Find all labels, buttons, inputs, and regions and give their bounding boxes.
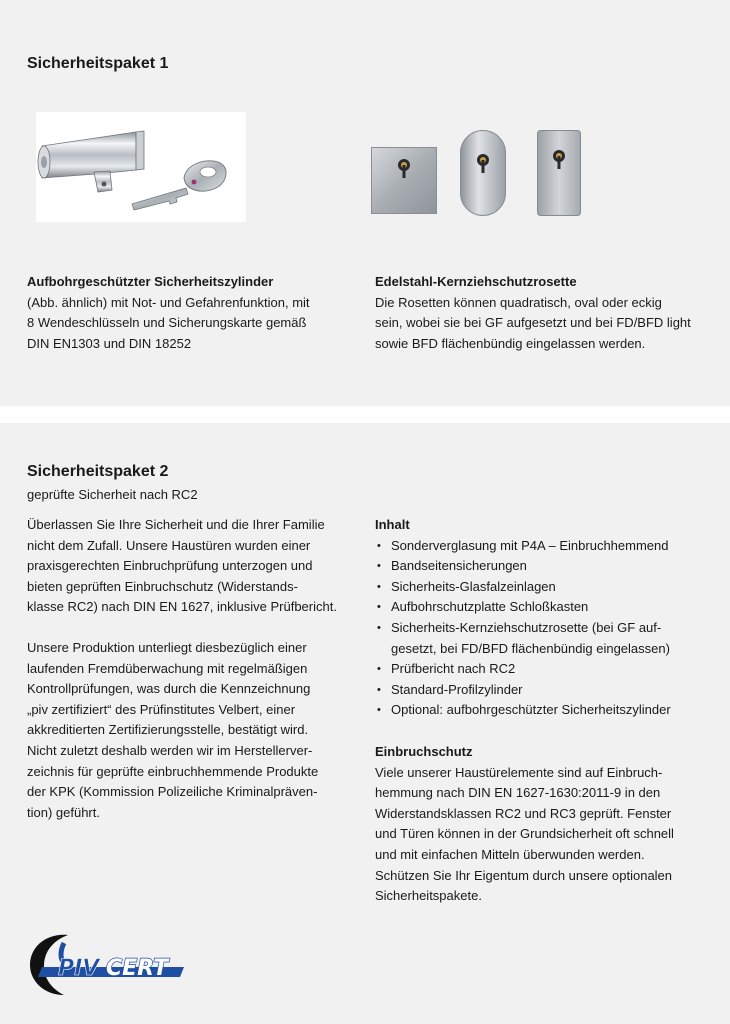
rosette-rectangular-image — [537, 130, 581, 216]
list-item: • Bandseitensicherungen — [375, 556, 720, 577]
cylinder-line: (Abb. ähnlich) mit Not- und Gefahrenfunktion, mit — [27, 294, 310, 310]
paragraph-line: Überlassen Sie Ihre Sicherheit und die Ihrer Familie — [27, 517, 325, 532]
svg-text:PIV: PIV — [58, 956, 100, 981]
burglary-line: Viele unserer Haustürelemente sind auf Einbruch- — [375, 764, 663, 780]
cylinder-description — [27, 272, 357, 354]
list-item: • Prüfbericht nach RC2 — [375, 659, 720, 680]
paragraph-line: bieten geprüften Einbruchschutz (Widerstands- — [27, 578, 298, 594]
production-paragraph — [27, 638, 362, 823]
paragraph-line: zeichnis für geprüfte einbruchhemmende Produkte — [27, 763, 319, 779]
list-item: • Sicherheits-Kernziehschutzrosette (bei GF auf- gesetzt, bei FD/BFD flächenbündig eingelassen) — [375, 618, 720, 659]
rosette-line: Die Rosetten können quadratisch, oval oder eckig — [375, 294, 662, 310]
intro-text — [27, 515, 362, 843]
pivcert-logo — [24, 929, 194, 1001]
section-2-subtitle: geprüfte Sicherheit nach RC2 — [27, 487, 198, 502]
paragraph-line: praxisgerechten Einbruchprüfung unterzogen und — [27, 558, 313, 574]
burglary-line: Schützen Sie Ihr Eigentum durch unsere optionalen — [375, 867, 673, 883]
rosette-square-image — [371, 147, 437, 214]
contents-list — [375, 536, 720, 721]
rosette-oval-image — [460, 130, 506, 216]
cylinder-line: DIN EN1303 und DIN 18252 — [27, 335, 192, 351]
contents-title: Inhalt — [375, 517, 410, 532]
paragraph-line: „piv zertifiziert“ des Prüfinstitutes Velbert, einer — [27, 701, 296, 717]
paragraph-line: der KPK (Kommission Polizeiliche Kriminalpräven- — [27, 784, 318, 800]
paragraph-line: Unsere Produktion unterliegt diesbezüglich einer — [27, 639, 307, 655]
rosette-line: sein, wobei sie bei GF aufgesetzt und bei FD/BFD light — [375, 315, 691, 331]
list-item: • Optional: aufbohrgeschützter Sicherheitszylinder — [375, 700, 720, 721]
section-2-title: Sicherheitspaket 2 — [27, 463, 169, 480]
list-item: • Standard-Profilzylinder — [375, 680, 720, 701]
paragraph-line: Nicht zuletzt deshalb werden wir im Herstellerver- — [27, 742, 313, 758]
paragraph-line: akkreditierten Zertifizierungsstelle, bestätigt wird. — [27, 722, 309, 738]
security-cylinder-image — [36, 112, 246, 222]
list-item: • Sonderverglasung mit P4A – Einbruchhemmend — [375, 536, 720, 557]
svg-text:CERT: CERT — [106, 956, 169, 981]
burglary-title: Einbruchschutz — [375, 743, 473, 759]
list-item: • Sicherheits-Glasfalzeinlagen — [375, 577, 720, 598]
paragraph-line: nicht dem Zufall. Unsere Haustüren wurden einer — [27, 537, 311, 553]
section-1-title: Sicherheitspaket 1 — [27, 55, 169, 72]
rosette-title: Edelstahl-Kernziehschutzrosette — [375, 274, 577, 289]
section-1-panel — [0, 0, 730, 406]
rosette-description — [375, 272, 715, 354]
paragraph-line: tion) geführt. — [27, 804, 100, 820]
paragraph-line: klasse RC2) nach DIN EN 1627, inklusive Prüfbericht. — [27, 599, 337, 615]
paragraph-line: laufenden Fremdüberwachung mit regelmäßigen — [27, 660, 308, 676]
burglary-line: und mit einfachen Mitteln überwunden werden. — [375, 846, 645, 862]
list-item: • Aufbohrschutzplatte Schloßkasten — [375, 597, 720, 618]
rosette-line: sowie BFD flächenbündig eingelassen werden. — [375, 335, 646, 351]
burglary-line: hemmung nach DIN EN 1627-1630:2011-9 in den — [375, 785, 661, 801]
contents-column — [375, 515, 720, 907]
burglary-line: und Türen können in der Grundsicherheit oft schnell — [375, 826, 674, 842]
cylinder-title: Aufbohrgeschützter Sicherheitszylinder — [27, 274, 274, 289]
burglary-line: Sicherheitspakete. — [375, 888, 482, 904]
burglary-line: Widerstandsklassen RC2 und RC3 geprüft. Fenster — [375, 805, 672, 821]
intro-paragraph — [27, 515, 362, 618]
section-2-panel — [0, 423, 730, 1024]
paragraph-line: Kontrollprüfungen, was durch die Kennzeichnung — [27, 681, 311, 697]
cylinder-line: 8 Wendeschlüsseln und Sicherungskarte gemäß — [27, 315, 307, 331]
